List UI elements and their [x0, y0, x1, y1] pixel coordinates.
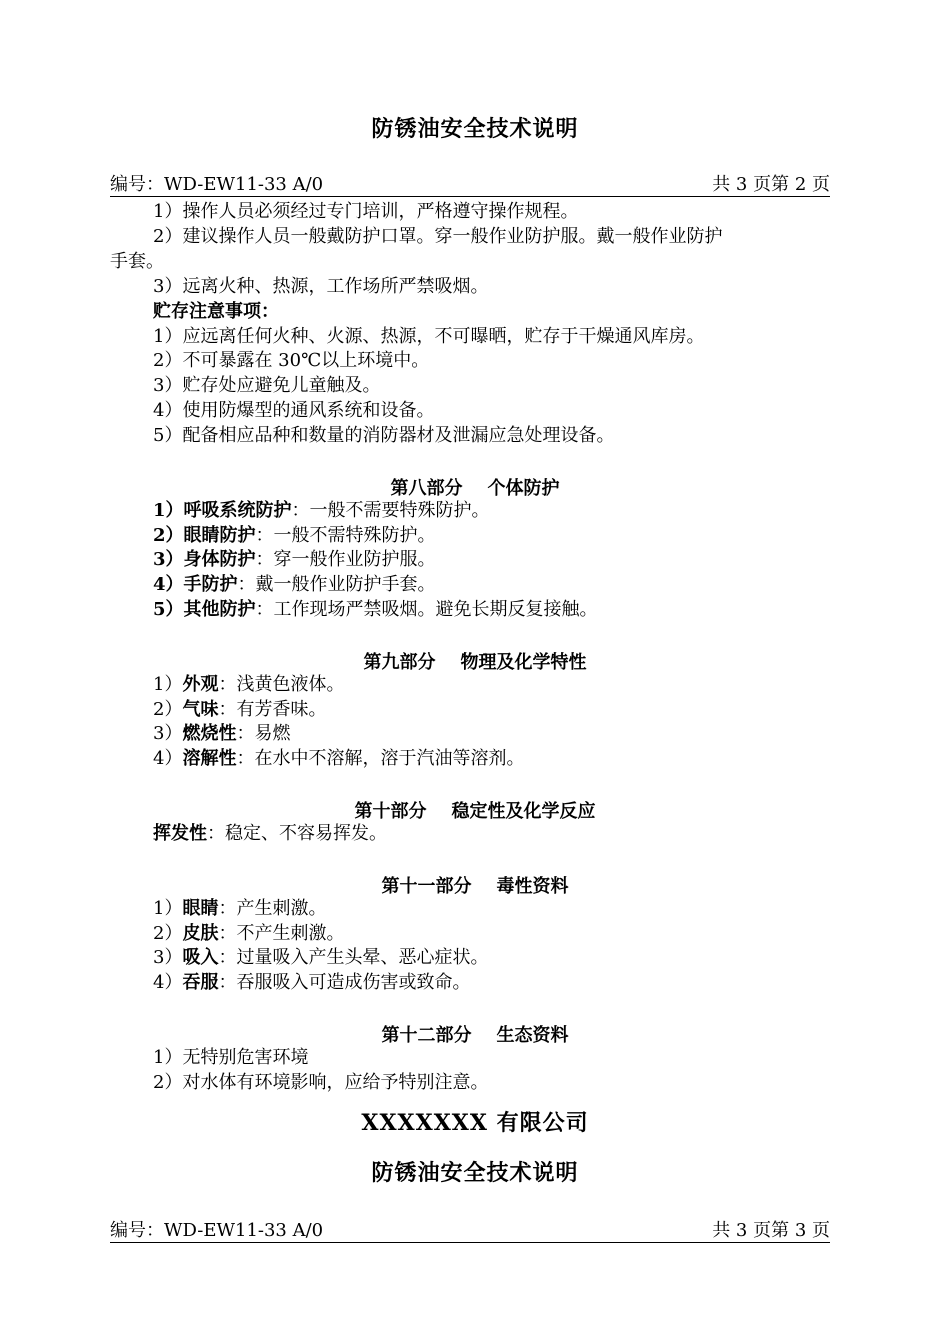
ppe-item: 3）身体防护：穿一般作业防护服。 — [153, 549, 436, 570]
toxicity-item: 1）眼睛：产生刺激。 — [153, 898, 327, 919]
document-title-page-3: 防锈油安全技术说明 — [371, 1160, 579, 1186]
toxicity-item: 4）吞服：吞服吸入可造成伤害或致命。 — [153, 972, 471, 993]
document-title: 防锈油安全技术说明 — [371, 116, 579, 142]
storage-heading: 贮存注意事项： — [153, 301, 279, 322]
section-8-title: 第八部分 个体防护 — [390, 478, 560, 499]
storage-item: 2）不可暴露在 30℃以上环境中。 — [153, 350, 430, 371]
operation-line-2-cont: 手套。 — [110, 251, 164, 272]
toxicity-item: 2）皮肤：不产生刺激。 — [153, 923, 345, 944]
property-item: 2）气味：有芳香味。 — [153, 699, 327, 720]
section-10-title: 第十部分 稳定性及化学反应 — [354, 801, 596, 822]
ppe-item: 1）呼吸系统防护：一般不需要特殊防护。 — [153, 500, 490, 521]
doc-number: 编号：WD-EW11-33 A/0 — [110, 1220, 324, 1241]
ecology-item: 1）无特别危害环境 — [153, 1047, 309, 1068]
section-9-title: 第九部分 物理及化学特性 — [363, 652, 587, 673]
section-12-title: 第十二部分 生态资料 — [381, 1025, 569, 1046]
page-header — [110, 174, 830, 197]
ecology-item: 2）对水体有环境影响，应给予特别注意。 — [153, 1072, 489, 1093]
operation-line-1: 1）操作人员必须经过专门培训，严格遵守操作规程。 — [153, 201, 579, 222]
property-item: 3）燃烧性：易燃 — [153, 723, 291, 744]
storage-item: 5）配备相应品种和数量的消防器材及泄漏应急处理设备。 — [153, 425, 615, 446]
ppe-item: 5）其他防护：工作现场严禁吸烟。避免长期反复接触。 — [153, 599, 598, 620]
property-item: 4）溶解性：在水中不溶解，溶于汽油等溶剂。 — [153, 748, 525, 769]
section-11-title: 第十一部分 毒性资料 — [381, 876, 569, 897]
company-name: XXXXXXX 有限公司 — [361, 1110, 589, 1136]
storage-item: 1）应远离任何火种、火源、热源，不可曝晒，贮存于干燥通风库房。 — [153, 326, 705, 347]
storage-item: 3）贮存处应避免儿童触及。 — [153, 375, 381, 396]
storage-item: 4）使用防爆型的通风系统和设备。 — [153, 400, 435, 421]
ppe-item: 4）手防护：戴一般作业防护手套。 — [153, 574, 436, 595]
toxicity-item: 3）吸入：过量吸入产生头晕、恶心症状。 — [153, 947, 489, 968]
doc-number: 编号：WD-EW11-33 A/0 — [110, 174, 324, 195]
page-number: 共 3 页第 2 页 — [712, 174, 830, 195]
operation-line-2: 2）建议操作人员一般戴防护口罩。穿一般作业防护服。戴一般作业防护 — [153, 226, 723, 247]
stability-item: 挥发性：稳定、不容易挥发。 — [153, 823, 387, 844]
property-item: 1）外观：浅黄色液体。 — [153, 674, 345, 695]
ppe-item: 2）眼睛防护：一般不需特殊防护。 — [153, 525, 436, 546]
operation-line-3: 3）远离火种、热源，工作场所严禁吸烟。 — [153, 276, 489, 297]
page-header-page-3 — [110, 1220, 830, 1243]
page-number: 共 3 页第 3 页 — [712, 1220, 830, 1241]
